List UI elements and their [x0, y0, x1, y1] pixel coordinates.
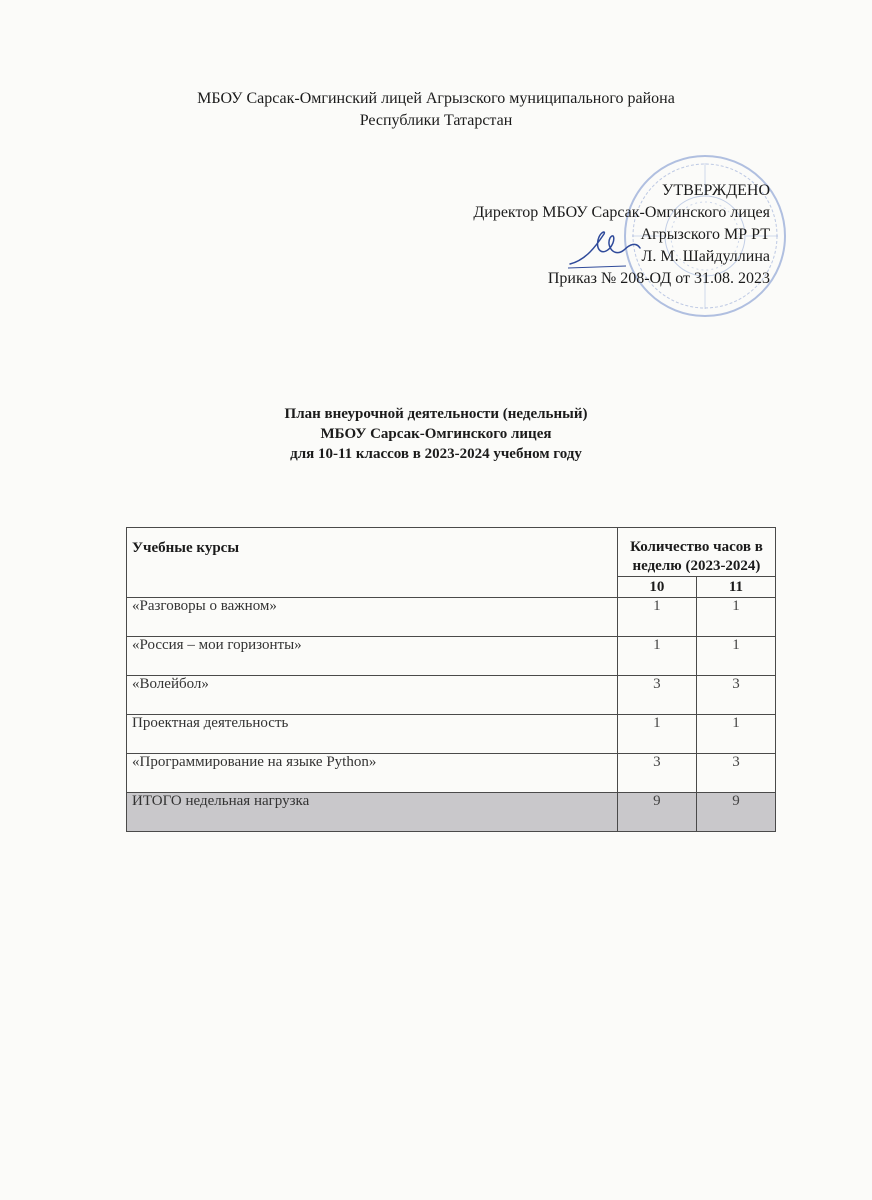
hours-grade-10: 1: [617, 715, 696, 754]
table-row: [127, 715, 776, 754]
plan-title: [0, 404, 872, 464]
header-hours: Количество часов в неделю (2023-2024): [617, 528, 775, 577]
course-name: «Волейбол»: [127, 676, 618, 715]
approval-district: Агрызского МР РТ: [640, 226, 770, 243]
hours-grade-11: 1: [696, 715, 775, 754]
table-row: [127, 676, 776, 715]
table-total-row: [127, 793, 776, 832]
course-name: «Россия – мои горизонты»: [127, 637, 618, 676]
hours-grade-11: 3: [696, 676, 775, 715]
table-row: [127, 637, 776, 676]
organization-line-1: МБОУ Сарсак-Омгинский лицей Агрызского муниципального района: [197, 90, 675, 107]
activity-plan-table: [126, 527, 776, 832]
header-grade-10: 10: [617, 577, 696, 598]
course-name: «Разговоры о важном»: [127, 598, 618, 637]
hours-grade-11: 3: [696, 754, 775, 793]
approval-order: Приказ № 208-ОД от 31.08. 2023: [547, 270, 770, 287]
total-grade-11: 9: [696, 793, 775, 832]
header-courses: Учебные курсы: [127, 528, 618, 598]
plan-title-line-1: План внеурочной деятельности (недельный): [284, 406, 588, 422]
hours-grade-10: 1: [617, 637, 696, 676]
hours-grade-11: 1: [696, 637, 775, 676]
plan-title-line-3: для 10-11 классов в 2023-2024 учебном году: [290, 446, 582, 462]
table-header-row: [127, 528, 776, 577]
hours-grade-10: 1: [617, 598, 696, 637]
approval-block: [473, 180, 770, 290]
hours-grade-11: 1: [696, 598, 775, 637]
header-grade-11: 11: [696, 577, 775, 598]
hours-grade-10: 3: [617, 754, 696, 793]
hours-grade-10: 3: [617, 676, 696, 715]
table-row: [127, 754, 776, 793]
course-name: Проектная деятельность: [127, 715, 618, 754]
approval-position: Директор МБОУ Сарсак-Омгинского лицея: [473, 204, 770, 221]
organization-line-2: Республики Татарстан: [359, 112, 513, 129]
total-grade-10: 9: [617, 793, 696, 832]
course-name: «Программирование на языке Python»: [127, 754, 618, 793]
total-label: ИТОГО недельная нагрузка: [127, 793, 618, 832]
table-row: [127, 598, 776, 637]
plan-title-line-2: МБОУ Сарсак-Омгинского лицея: [320, 426, 552, 442]
approval-director-name: Л. М. Шайдуллина: [641, 248, 770, 265]
approval-heading: УТВЕРЖДЕНО: [661, 182, 770, 199]
organization-header: [0, 88, 872, 132]
